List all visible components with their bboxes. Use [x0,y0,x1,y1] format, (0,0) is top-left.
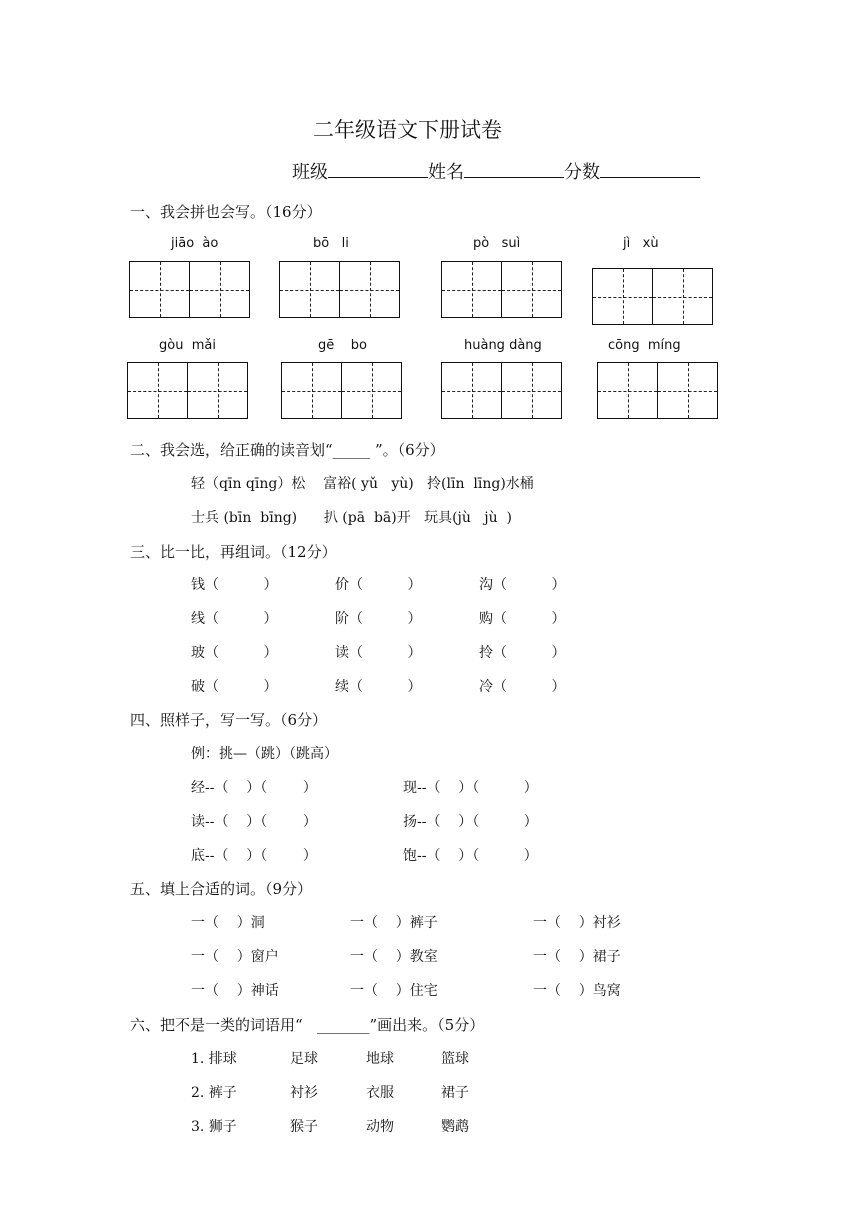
measure-word-item[interactable]: 一（ ）窗户 [191,949,279,965]
word-item[interactable]: 地球 [366,1051,394,1067]
pinyin-label: jiāo ào [171,236,219,251]
word-pair-item[interactable]: 沟（ ） [479,577,566,593]
section-3-heading: 三、比一比，再组词。（12分） [130,543,337,561]
tianzige-box[interactable] [129,261,250,318]
class-blank[interactable] [328,176,428,178]
word-item[interactable]: 2. 裤子 [191,1085,237,1101]
word-item[interactable]: 裙子 [441,1085,469,1101]
word-pair-item[interactable]: 钱（ ） [191,577,278,593]
section-2-heading: 二、我会选，给正确的读音划“_____ ”。（6分） [130,441,445,459]
word-pair-item[interactable]: 阶（ ） [335,611,422,627]
tianzige-cell[interactable] [593,269,652,324]
tianzige-cell[interactable] [598,363,657,418]
word-item[interactable]: 衬衫 [290,1085,318,1101]
word-pair-item[interactable]: 续（ ） [335,679,422,695]
radical-item[interactable]: 饱--（ ）（ ） [403,848,538,864]
pinyin-label: jì xù [623,236,659,251]
tianzige-box[interactable] [441,261,562,318]
word-item[interactable]: 猴子 [290,1119,318,1135]
tianzige-cell[interactable] [339,262,399,317]
section-6-heading-blank: _______ [316,1016,370,1034]
tianzige-box[interactable] [279,261,400,318]
measure-word-item[interactable]: 一（ ）鸟窝 [533,983,621,999]
section-6-heading [130,1014,484,1035]
pronunciation-line[interactable]: 士兵 (bīn bīng) 扒 (pā bā)开 玩具(jù jù ) [191,510,512,526]
measure-word-item[interactable]: 一（ ）裤子 [350,915,438,931]
pinyin-label: huàng dàng [464,338,542,353]
radical-item[interactable]: 经--（ ）（ ） [191,780,317,796]
tianzige-cell[interactable] [128,363,187,418]
tianzige-cell[interactable] [187,363,247,418]
section-6-heading-pre: 六、把不是一类的词语用“ [130,1016,317,1034]
name-blank[interactable] [464,176,564,178]
radical-item[interactable]: 扬--（ ）（ ） [403,814,538,830]
pronunciation-line[interactable]: 轻（qīn qīng）松 富裕( yǔ yù) 拎(līn līng)水桶 [191,476,534,492]
radical-item[interactable]: 底--（ ）（ ） [191,848,317,864]
header-fields [292,158,700,184]
word-item[interactable]: 1. 排球 [191,1051,237,1067]
class-label: 班级 [292,162,328,183]
tianzige-cell[interactable] [501,262,561,317]
tianzige-cell[interactable] [282,363,341,418]
tianzige-box[interactable] [597,362,718,419]
section-1-heading: 一、我会拼也会写。（16分） [130,203,322,221]
word-pair-item[interactable]: 玻（ ） [191,645,278,661]
word-pair-item[interactable]: 购（ ） [479,611,566,627]
tianzige-cell[interactable] [657,363,717,418]
pinyin-label: pò suì [473,236,521,251]
tianzige-cell[interactable] [189,262,249,317]
word-item[interactable]: 篮球 [441,1051,469,1067]
measure-word-item[interactable]: 一（ ）衬衫 [533,915,621,931]
tianzige-box[interactable] [127,362,248,419]
measure-word-item[interactable]: 一（ ）神话 [191,983,279,999]
word-pair-item[interactable]: 线（ ） [191,611,278,627]
section-4-heading: 四、照样子，写一写。（6分） [130,711,328,729]
tianzige-cell[interactable] [341,363,401,418]
tianzige-cell[interactable] [442,262,501,317]
word-item[interactable]: 鹦鹉 [441,1119,469,1135]
section-6-heading-post: ”画出来。（5分） [369,1016,485,1034]
page-title: 二年级语文下册试卷 [313,118,502,142]
word-item[interactable]: 3. 狮子 [191,1119,237,1135]
word-pair-item[interactable]: 价（ ） [335,577,422,593]
radical-item[interactable]: 读--（ ）（ ） [191,814,317,830]
word-pair-item[interactable]: 读（ ） [335,645,422,661]
name-label: 姓名 [428,162,464,183]
word-pair-item[interactable]: 破（ ） [191,679,278,695]
measure-word-item[interactable]: 一（ ）住宅 [350,983,438,999]
tianzige-cell[interactable] [652,269,712,324]
word-pair-item[interactable]: 拎（ ） [479,645,566,661]
score-blank[interactable] [600,176,700,178]
measure-word-item[interactable]: 一（ ）裙子 [533,949,621,965]
word-item[interactable]: 衣服 [366,1085,394,1101]
word-item[interactable]: 足球 [290,1051,318,1067]
pinyin-label: gē bo [318,338,367,353]
score-label: 分数 [564,162,600,183]
measure-word-item[interactable]: 一（ ）洞 [191,915,265,931]
tianzige-box[interactable] [592,268,713,325]
pinyin-label: bō li [313,236,349,251]
word-pair-item[interactable]: 冷（ ） [479,679,566,695]
tianzige-cell[interactable] [501,363,561,418]
tianzige-box[interactable] [281,362,402,419]
tianzige-cell[interactable] [280,262,339,317]
measure-word-item[interactable]: 一（ ）教室 [350,949,438,965]
section-5-heading: 五、填上合适的词。（9分） [130,880,313,898]
pinyin-label: cōng míng [608,338,681,353]
word-item[interactable]: 动物 [366,1119,394,1135]
tianzige-cell[interactable] [130,262,189,317]
tianzige-cell[interactable] [442,363,501,418]
pinyin-label: gòu mǎi [159,338,216,353]
example-line: 例：挑—（跳）（跳高） [191,746,338,762]
tianzige-box[interactable] [441,362,562,419]
radical-item[interactable]: 现--（ ）（ ） [403,780,538,796]
